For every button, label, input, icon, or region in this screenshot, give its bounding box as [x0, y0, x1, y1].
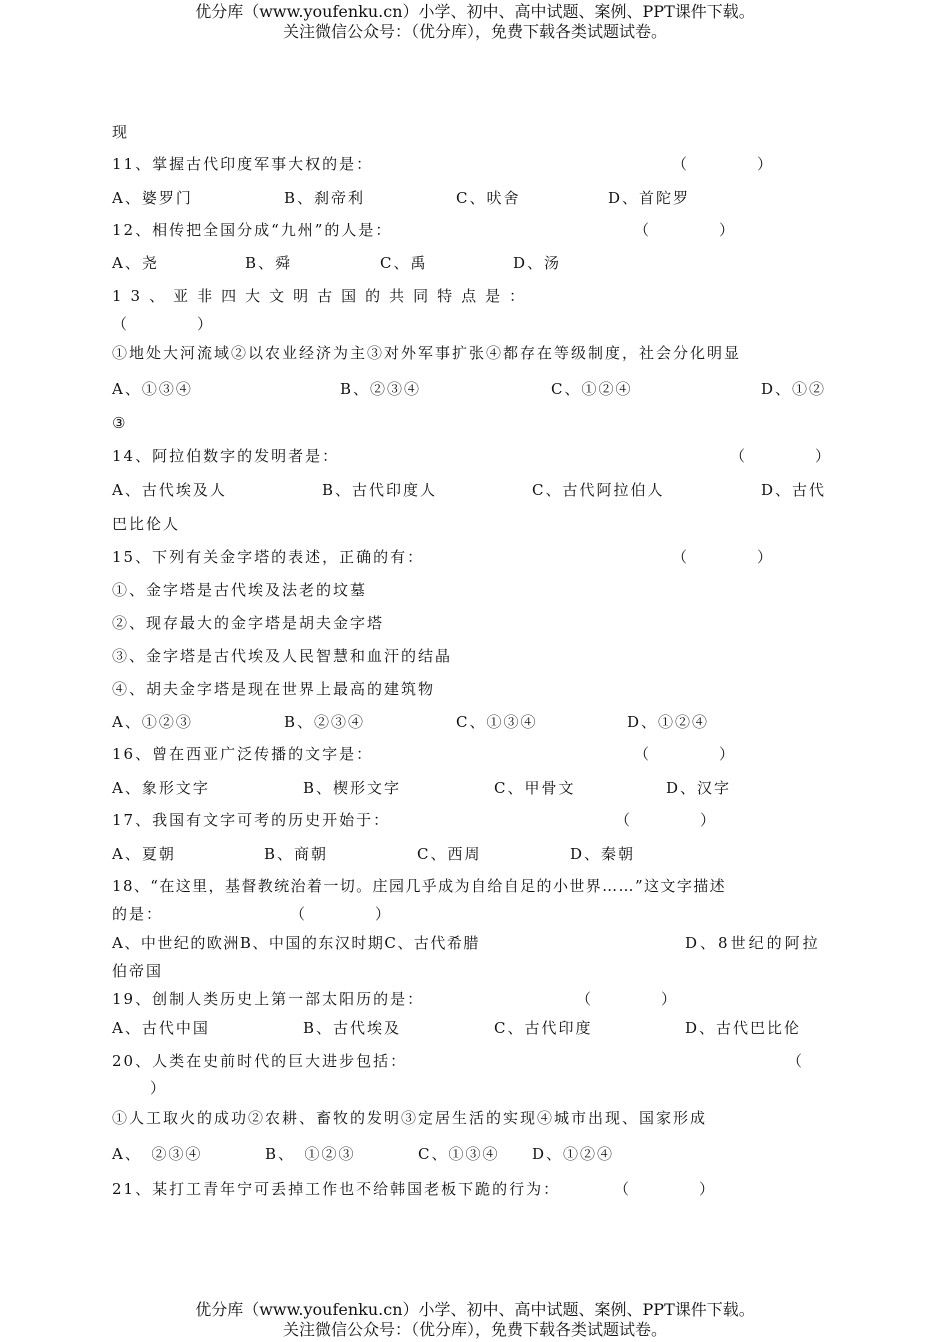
question-14-option-d: D、古代 [761, 481, 827, 499]
footer-line-1: 优分库（www.youfenku.cn）小学、初中、高中试题、案例、PPT课件下载。 [195, 1300, 755, 1319]
question-20-option-c: C、①③④ [418, 1145, 500, 1163]
question-20-option-a: A、 ②③④ [112, 1145, 203, 1163]
question-18-option-wrap: 伯帝国 [112, 962, 164, 980]
question-15-option-b: B、②③④ [284, 713, 366, 731]
question-14-option-c: C、古代阿拉伯人 [532, 481, 665, 499]
question-13-option-d: D、①② [761, 380, 827, 398]
question-16-option-b: B、楔形文字 [303, 779, 402, 797]
header-line-2: 关注微信公众号：（优分库），免费下载各类试题试卷。 [282, 22, 667, 41]
question-13-option-c: C、①②④ [551, 380, 633, 398]
top-fragment: 现 [112, 123, 130, 141]
question-16-option-d: D、汉字 [666, 779, 732, 797]
question-11-option-c: C、吠舍 [456, 189, 521, 207]
question-18-option-d: D、8世纪的阿拉 [685, 934, 821, 952]
question-15-blank: （ ） [672, 548, 775, 566]
question-19-option-c: C、古代印度 [494, 1019, 593, 1037]
question-13-option-a: A、①③④ [112, 380, 193, 398]
question-18-blank: （ ） [290, 905, 393, 923]
question-17-option-a: A、夏朝 [112, 845, 176, 863]
question-14-option-a: A、古代埃及人 [112, 481, 227, 499]
question-14-blank: （ ） [730, 447, 833, 465]
question-13-option-wrap: ③ [112, 414, 128, 432]
question-15-item-4: ④、胡夫金字塔是现在世界上最高的建筑物 [112, 680, 436, 698]
question-16-stem: 16、曾在西亚广泛传播的文字是： [112, 745, 374, 763]
question-11-blank: （ ） [672, 155, 775, 173]
question-11-option-a: A、婆罗门 [112, 189, 193, 207]
question-12-option-a: A、尧 [112, 254, 159, 272]
question-18-stem-wrap: 的是： [112, 905, 164, 923]
question-14-stem: 14、阿拉伯数字的发明者是： [112, 447, 340, 465]
question-15-option-c: C、①③④ [456, 713, 538, 731]
question-11-stem: 11、掌握古代印度军事大权的是： [112, 155, 374, 173]
question-11-option-b: B、刹帝利 [284, 189, 366, 207]
question-15-stem: 15、下列有关金字塔的表述，正确的有： [112, 548, 425, 566]
footer-line-2: 关注微信公众号：（优分库），免费下载各类试题试卷。 [282, 1320, 667, 1339]
question-19-blank: （ ） [576, 990, 679, 1008]
question-15-item-2: ②、现存最大的金字塔是胡夫金字塔 [112, 614, 385, 632]
question-20-blank-open: （ [787, 1052, 805, 1070]
question-20-option-b: B、 ①②③ [265, 1145, 356, 1163]
question-13-blank: （ ） [112, 315, 215, 333]
question-21-blank: （ ） [614, 1180, 717, 1198]
question-17-option-b: B、商朝 [264, 845, 329, 863]
question-17-option-c: C、西周 [417, 845, 482, 863]
question-16-option-a: A、象形文字 [112, 779, 210, 797]
question-19-option-b: B、古代埃及 [303, 1019, 402, 1037]
question-15-item-3: ③、金字塔是古代埃及人民智慧和血汗的结晶 [112, 647, 453, 665]
question-12-option-d: D、汤 [513, 254, 562, 272]
question-13-stem: 13、亚非四大文明古国的共同特点是： [112, 287, 534, 305]
question-12-blank: （ ） [634, 221, 737, 239]
question-12-option-b: B、舜 [245, 254, 293, 272]
question-19-option-a: A、古代中国 [112, 1019, 210, 1037]
question-20-stem: 20、人类在史前时代的巨大进步包括： [112, 1052, 408, 1070]
question-16-blank: （ ） [634, 745, 737, 763]
question-20-statement: ①人工取火的成功②农耕、畜牧的发明③定居生活的实现④城市出现、国家形成 [112, 1109, 708, 1127]
header-line-1: 优分库（www.youfenku.cn）小学、初中、高中试题、案例、PPT课件下载。 [195, 2, 755, 21]
question-11-option-d: D、首陀罗 [608, 189, 691, 207]
question-15-option-d: D、①②④ [627, 713, 710, 731]
question-19-option-d: D、古代巴比伦 [685, 1019, 802, 1037]
question-16-option-c: C、甲骨文 [494, 779, 576, 797]
question-14-option-wrap: 巴比伦人 [112, 515, 181, 533]
question-12-stem: 12、相传把全国分成“九州”的人是： [112, 221, 393, 239]
question-21-stem: 21、某打工青年宁可丢掉工作也不给韩国老板下跪的行为： [112, 1180, 561, 1198]
question-12-option-c: C、禹 [380, 254, 428, 272]
question-17-stem: 17、我国有文字可考的历史开始于： [112, 811, 391, 829]
question-20-blank-close: ） [150, 1079, 168, 1097]
question-17-blank: （ ） [615, 811, 718, 829]
question-19-stem: 19、创制人类历史上第一部太阳历的是： [112, 990, 425, 1008]
question-13-statement: ①地处大河流域②以农业经济为主③对外军事扩张④都存在等级制度，社会分化明显 [112, 344, 742, 362]
question-14-option-b: B、古代印度人 [322, 481, 438, 499]
question-15-item-1: ①、金字塔是古代埃及法老的坟墓 [112, 581, 368, 599]
question-17-option-d: D、秦朝 [570, 845, 636, 863]
question-20-option-d: D、①②④ [532, 1145, 615, 1163]
question-13-option-b: B、②③④ [340, 380, 422, 398]
question-18-option-abc: A、中世纪的欧洲B、中国的东汉时期C、古代希腊 [112, 934, 480, 952]
question-18-stem: 18、“在这里，基督教统治着一切。庄园几乎成为自给自足的小世界……”这文字描述 [112, 877, 727, 895]
question-15-option-a: A、①②③ [112, 713, 193, 731]
